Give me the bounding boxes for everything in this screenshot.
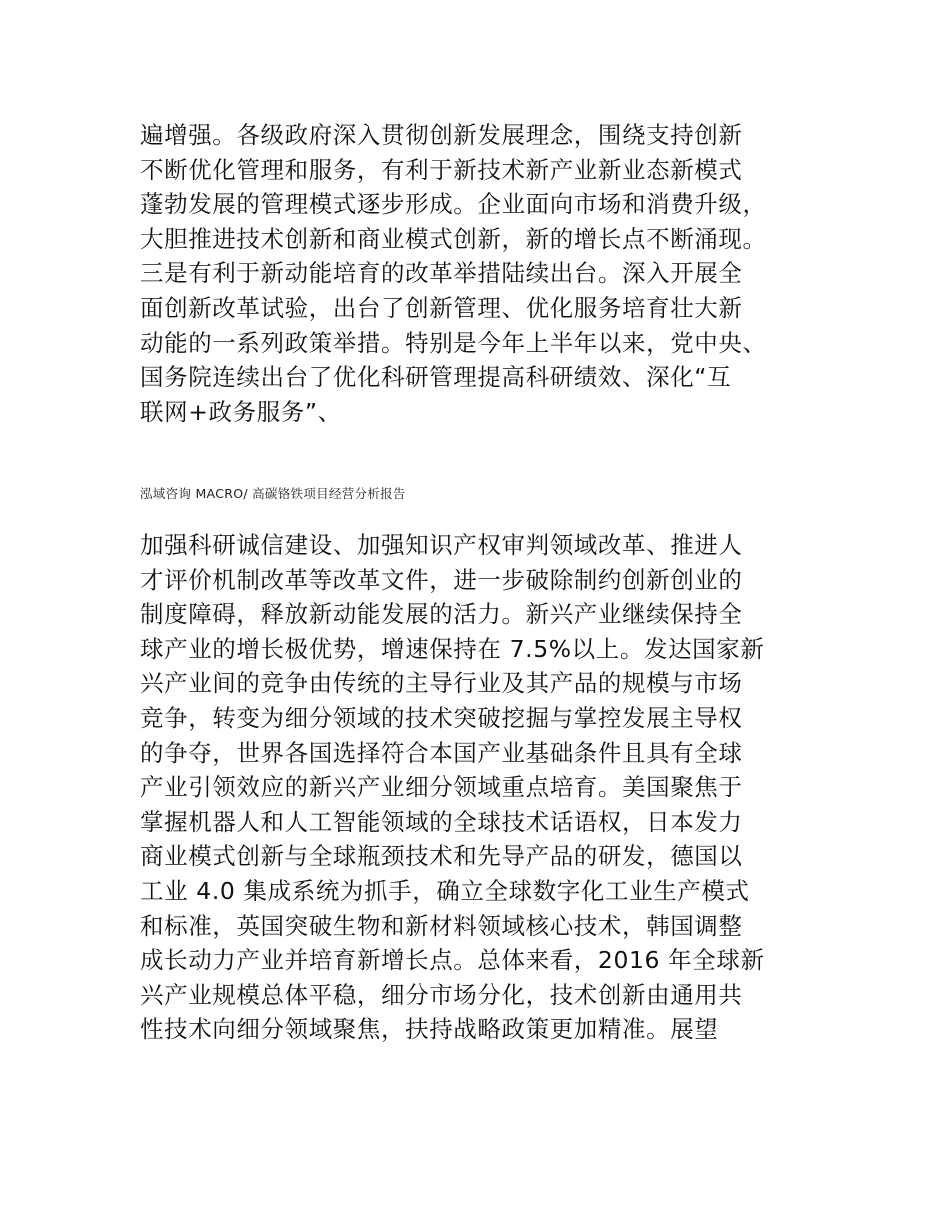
text-line: 和标准，英国突破生物和新材料领域核心技术，韩国调整: [140, 911, 743, 940]
paragraph-top: [140, 118, 820, 429]
text-line: 成长动力产业并培育新增长点。总体来看，2016 年全球新: [140, 946, 765, 975]
text-line: 性技术向细分领域聚焦，扶持战略政策更加精准。展望: [140, 1015, 719, 1044]
text-line: 竞争，转变为细分领域的技术突破挖掘与掌控发展主导权: [140, 703, 743, 732]
text-line: 大胆推进技术创新和商业模式创新，新的增长点不断涌现。: [140, 224, 767, 253]
running-header: 泓域咨询 MACRO/ 高碳铬铁项目经营分析报告: [140, 486, 406, 501]
text-line: 蓬勃发展的管理模式逐步形成。企业面向市场和消费升级，: [140, 190, 767, 219]
text-line: 兴产业规模总体平稳，细分市场分化，技术创新由通用共: [140, 980, 743, 1009]
text-line: 工业 4.0 集成系统为抓手，确立全球数字化工业生产模式: [140, 876, 750, 905]
text-line: 产业引领效应的新兴产业细分领域重点培育。美国聚焦于: [140, 773, 743, 802]
text-line: 掌握机器人和人工智能领域的全球技术话语权，日本发力: [140, 807, 743, 836]
text-line: 面创新改革试验，出台了创新管理、优化服务培育壮大新: [140, 293, 743, 322]
text-line: 遍增强。各级政府深入贯彻创新发展理念，围绕支持创新: [140, 121, 743, 149]
text-line: 动能的一系列政策举措。特别是今年上半年以来，党中央、: [140, 328, 767, 357]
paragraph-main: [140, 528, 820, 1047]
text-line: 国务院连续出台了优化科研管理提高科研绩效、深化“互: [140, 363, 732, 392]
text-line: 三是有利于新动能培育的改革举措陆续出台。深入开展全: [140, 259, 743, 288]
text-line: 商业模式创新与全球瓶颈技术和先导产品的研发，德国以: [140, 842, 743, 871]
text-line: 才评价机制改革等改革文件，进一步破除制约创新创业的: [140, 565, 743, 594]
text-line: 加强科研诚信建设、加强知识产权审判领域改革、推进人: [140, 531, 743, 559]
text-line: 的争夺，世界各国选择符合本国产业基础条件且具有全球: [140, 738, 743, 767]
text-line: 制度障碍，释放新动能发展的活力。新兴产业继续保持全: [140, 600, 743, 629]
text-line: 联网+政务服务”、: [140, 397, 342, 426]
text-line: 兴产业间的竞争由传统的主导行业及其产品的规模与市场: [140, 669, 743, 698]
text-line: 球产业的增长极优势，增速保持在 7.5%以上。发达国家新: [140, 634, 765, 663]
text-line: 不断优化管理和服务，有利于新技术新产业新业态新模式: [140, 155, 743, 184]
